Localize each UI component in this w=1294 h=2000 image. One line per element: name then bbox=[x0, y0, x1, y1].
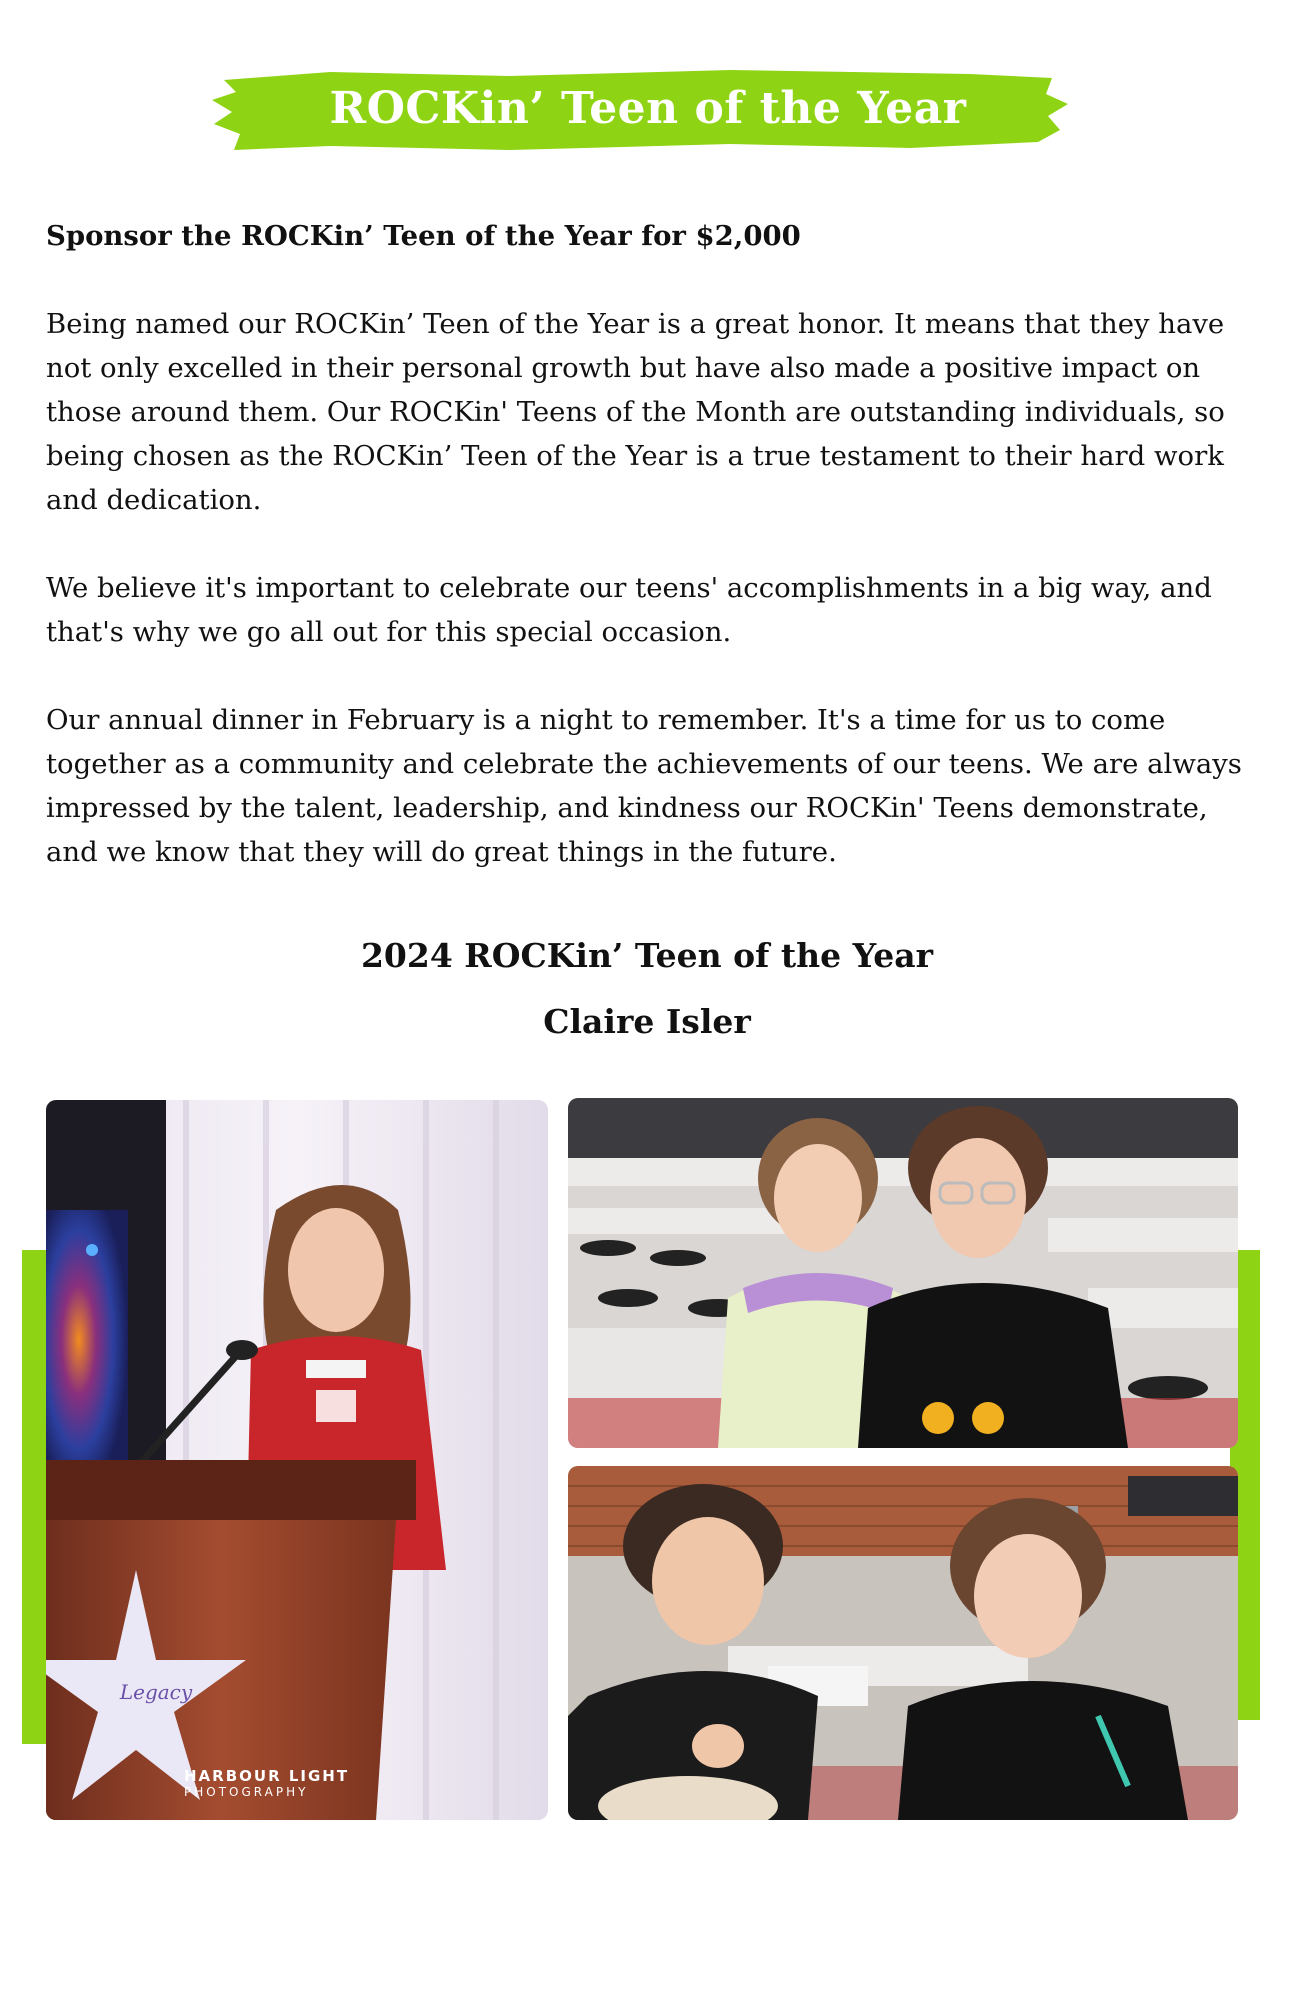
winner-name: Claire Isler bbox=[543, 1002, 751, 1041]
paragraph-dinner: Our annual dinner in February is a night to remember. It's a time for us to come together as a community and celebrate the achievements of our teens. We are always impressed by the talent, leadership, and kindness our ROCKin' Teens demonstrate, and we know that they will do great things in the future. bbox=[46, 704, 1242, 868]
page-title: ROCKin’ Teen of the Year bbox=[329, 82, 967, 134]
paragraph-honor: Being named our ROCKin’ Teen of the Year is a great honor. It means that they have not only excelled in their personal growth but have also made a positive impact on those around them. Our ROCKin' Teens of the Month are outstanding individuals, so being chosen as the ROCKin’ Teen of the Year is a true testament to their hard work and dedication. bbox=[46, 308, 1225, 516]
photo-cafeteria-girls bbox=[568, 1098, 1238, 1448]
photo-podium-speaker bbox=[46, 1100, 548, 1820]
intro-section bbox=[46, 214, 1256, 918]
photographer-watermark: HARBOUR LIGHT PHOTOGRAPHY bbox=[184, 1767, 350, 1799]
sponsor-line: Sponsor the ROCKin’ Teen of the Year for $2,000 bbox=[46, 220, 801, 252]
photo-boy-and-girl bbox=[568, 1466, 1238, 1820]
podium-legacy-sign: Legacy bbox=[119, 1680, 193, 1704]
paragraph-celebrate: We believe it's important to celebrate our teens' accomplishments in a big way, and that's why we go all out for this special occasion. bbox=[46, 572, 1212, 648]
winner-heading: 2024 ROCKin’ Teen of the Year bbox=[360, 936, 934, 975]
title-banner bbox=[210, 64, 1086, 160]
